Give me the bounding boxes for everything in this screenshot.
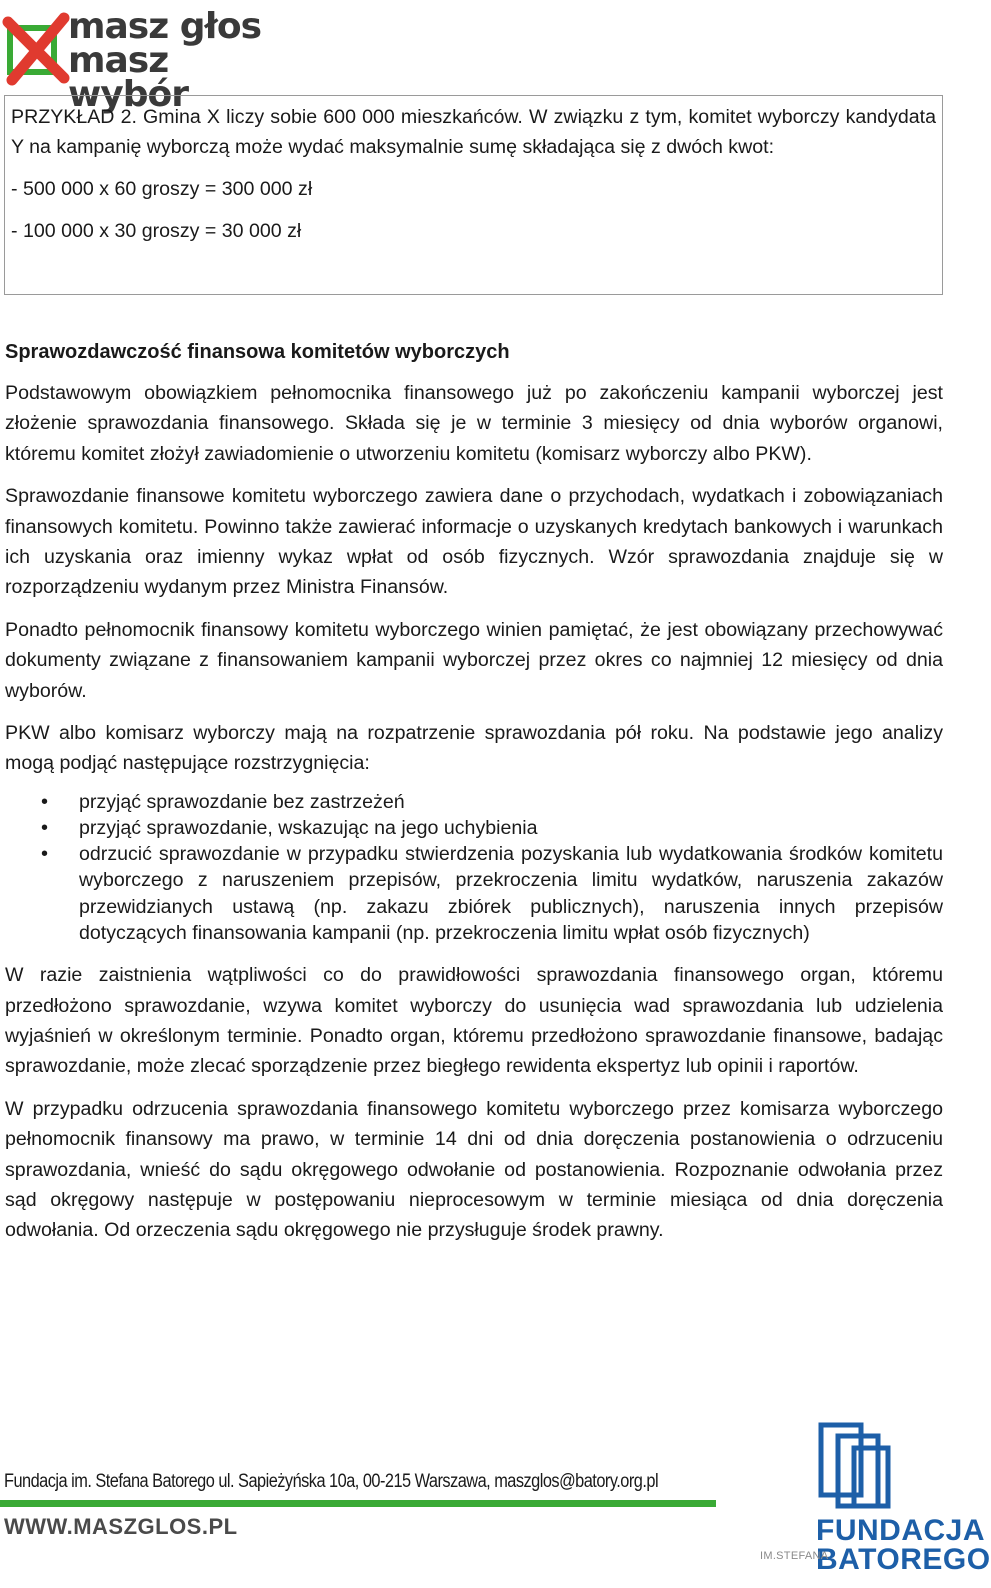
example-text: PRZYKŁAD 2. Gmina X liczy sobie 600 000 mieszkańców. W związku z tym, komitet wyborczy kandydata Y na kampanię wyborczą może wydać maksymalnie sumę składająca się z dwóch kwot: <box>11 106 936 158</box>
paragraph-4: PKW albo komisarz wyborczy mają na rozpatrzenie sprawozdania pół roku. Na podstawie jego analizy mogą podjąć następujące rozstrzygnięcia: <box>5 722 943 775</box>
example-calc-2: - 100 000 x 30 groszy = 30 000 zł <box>11 220 302 242</box>
footer-url[interactable]: WWW.MASZGLOS.PL <box>4 1514 238 1539</box>
paragraph-5: W razie zaistnienia wątpliwości co do prawidłowości sprawozdania finansowego organ, któremu przedłożono sprawozdanie, wzywa komitet wyborczy do usunięcia wad sprawozdania lub udzielenia wyjaśnień w określonym terminie. Ponadto organ, któremu przedłożono sprawozdanie finansowe, badając sprawozdanie, może zlecać sporządzenie przez biegłego rewidenta ekspertyz lub opinii i raportów. <box>5 964 943 1078</box>
batory-line-2: BATOREGO <box>816 1543 991 1576</box>
batory-mark-icon <box>818 1422 896 1510</box>
logo-line-1: masz głos <box>68 6 262 47</box>
section-heading: Sprawozdawczość finansowa komitetów wyborczych <box>5 341 510 363</box>
list-item: • przyjąć sprawozdanie bez zastrzeżeń <box>5 789 943 815</box>
footer-address: Fundacja im. Stefana Batorego ul. Sapieżyńska 10a, 00-215 Warszawa, maszglos@batory.org.pl <box>4 1471 659 1492</box>
main-content <box>5 337 943 1246</box>
list-item: • odrzucić sprawozdanie w przypadku stwierdzenia pozyskania lub wydatkowania środków komitetu wyborczego z naruszeniem przepisów, przekroczenia limitu wydatków, naruszenia zakazów przewidzianych ustawą (np. zakazu zbiórek publicznych), naruszenia innych przepisów dotyczących finansowania kampanii (np. przekroczenia limitu wpłat osób fizycznych) <box>5 841 943 946</box>
ballot-x-icon <box>4 12 74 84</box>
example-calc-1: - 500 000 x 60 groszy = 300 000 zł <box>11 178 313 200</box>
batory-wordmark <box>816 1516 991 1574</box>
paragraph-3: Ponadto pełnomocnik finansowy komitetu wyborczego winien pamiętać, że jest obowiązany przechowywać dokumenty związane z finansowaniem kampanii wyborczej przez okres co najmniej 12 miesięcy od dnia wyborów. <box>5 618 943 702</box>
logo-line-2: masz wybór <box>68 40 188 115</box>
batory-prefix: IM.STEFANA <box>760 1550 829 1562</box>
fundacja-batorego-logo <box>760 1420 991 1588</box>
list-item: • przyjąć sprawozdanie, wskazując na jego uchybienia <box>5 815 943 841</box>
decision-list <box>5 789 943 946</box>
paragraph-6: W przypadku odrzucenia sprawozdania finansowego komitetu wyborczego przez komisarza wyborczego pełnomocnik finansowy ma prawo, w terminie 14 dni od dnia doręczenia postanowienia o odrzuceniu sprawozdania, wnieść do sądu okręgowego odwołanie od postanowienia. Rozpoznanie odwołania przez sąd okręgowy następuje w postępowaniu nieprocesowym w terminie miesiąca od dnia doręczenia odwołania. Od orzeczenia sądu okręgowego nie przysługuje środek prawny. <box>5 1097 943 1242</box>
batory-line-1: FUNDACJA <box>816 1514 985 1547</box>
paragraph-2: Sprawozdanie finansowe komitetu wyborczego zawiera dane o przychodach, wydatkach i zobowiązaniach finansowych komitetu. Powinno także zawierać informacje o uzyskanych kredytach bankowych i warunkach ich uzyskania oraz imienny wykaz wpłat od osób fizycznych. Wzór sprawozdania znajduje się w rozporządzeniu wydanym przez Ministra Finansów. <box>5 485 943 599</box>
footer-divider <box>0 1500 716 1507</box>
paragraph-1: Podstawowym obowiązkiem pełnomocnika finansowego już po zakończeniu kampanii wyborczej jest złożenie sprawozdania finansowego. Składa się je w terminie 3 miesięcy od dnia wyborów organowi, któremu komitet złożył zawiadomienie o utworzeniu komitetu (komisarz wyborczy albo PKW). <box>5 382 943 465</box>
masz-glos-logo <box>4 6 274 115</box>
example-box <box>4 95 943 295</box>
